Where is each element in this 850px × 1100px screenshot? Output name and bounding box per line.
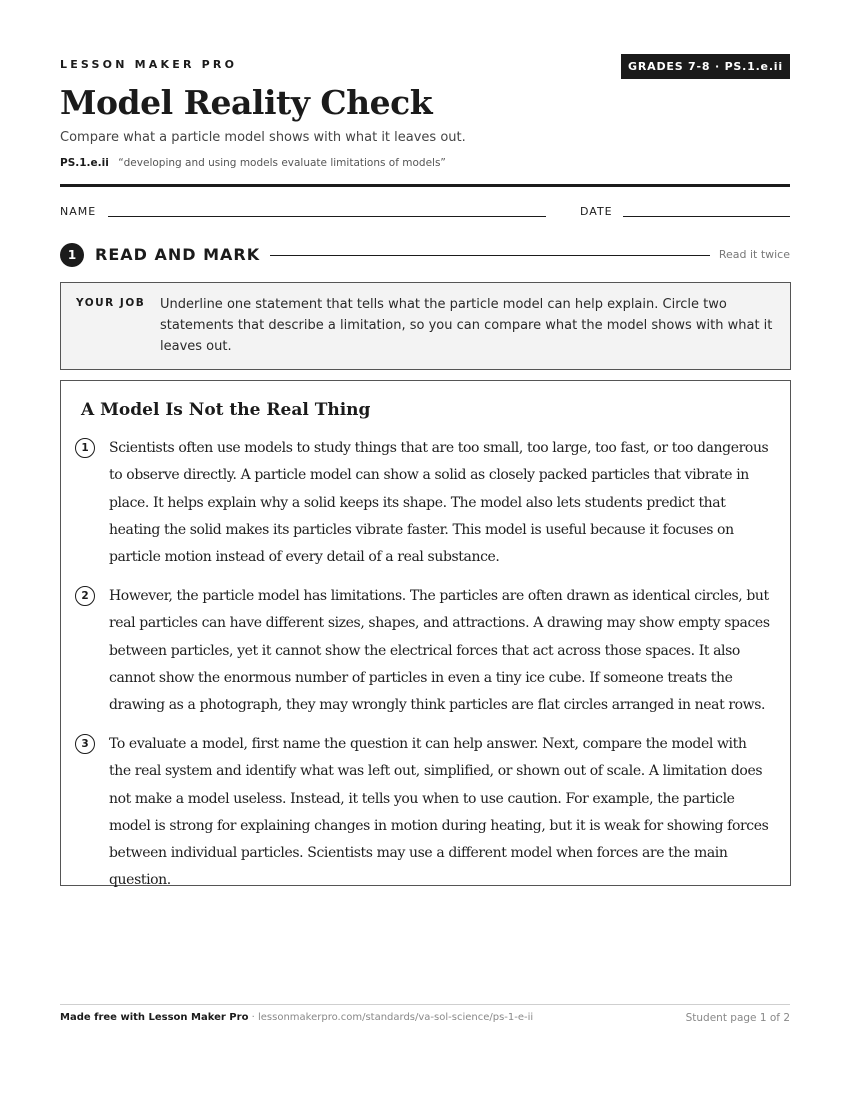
- paragraph-number-badge: 2: [75, 586, 95, 606]
- paragraph-number-badge: 1: [75, 438, 95, 458]
- footer-separator: ·: [248, 1012, 258, 1023]
- paragraph-text[interactable]: However, the particle model has limitations. The particles are often drawn as identical circles, but real particles can have different sizes, shapes, and attractions. A drawing may show empty spaces between particles, yet it cannot show the electrical forces that act across those spaces. It also cannot show the enormous number of particles in even a tiny ice cube. If someone treats the drawing as a photograph, they may wrongly think particles are flat circles arranged in neat rows.: [109, 588, 770, 714]
- standard-quote: “developing and using models evaluate limitations of models”: [118, 157, 446, 169]
- standard-line: [60, 157, 446, 169]
- job-label: YOUR JOB: [76, 297, 146, 309]
- section-note: Read it twice: [718, 248, 790, 261]
- paragraph-text[interactable]: Scientists often use models to study things that are too small, too large, too fast, or too dangerous to observe directly. A particle model can show a solid as closely packed particles that vibrate in place. It helps explain why a solid keeps its shape. The model also lets students predict that heating the solid makes its particles vibrate faster. This model is useful because it focuses on particle motion instead of every detail of a real substance.: [109, 440, 769, 566]
- paragraph-text[interactable]: To evaluate a model, first name the question it can help answer. Next, compare the model with the real system and identify what was left out, simplified, or shown out of scale. A limitation does not make a model useless. Instead, it tells you when to use caution. For example, the particle model is strong for explaining changes in motion during heating, but it is weak for showing forces between individual particles. Scientists may use a different model when forces are the main question.: [109, 736, 769, 889]
- name-label: NAME: [60, 205, 97, 218]
- page-subtitle: Compare what a particle model shows with what it leaves out.: [60, 130, 466, 145]
- page-title: Model Reality Check: [60, 83, 433, 122]
- reading-box: [60, 380, 791, 889]
- date-label: DATE: [580, 205, 613, 218]
- name-field-line[interactable]: [108, 216, 546, 217]
- footer-page-number: Student page 1 of 2: [685, 1012, 790, 1024]
- job-box: [60, 282, 791, 370]
- footer-divider: [60, 1004, 790, 1005]
- date-field-line[interactable]: [623, 216, 790, 217]
- header-divider: [60, 184, 790, 187]
- standard-code: PS.1.e.ii: [60, 157, 109, 169]
- section-rule: [270, 255, 710, 256]
- reading-title: A Model Is Not the Real Thing: [81, 400, 371, 420]
- grade-badge: GRADES 7-8 · PS.1.e.ii: [621, 54, 790, 79]
- section-number-badge: 1: [60, 243, 84, 267]
- footer-made-with: Made free with Lesson Maker Pro: [60, 1012, 249, 1023]
- section-title: READ AND MARK: [95, 245, 261, 264]
- footer-credit: [60, 1012, 533, 1023]
- brand: LESSON MAKER PRO: [60, 58, 238, 71]
- footer-url[interactable]: lessonmakerpro.com/standards/va-sol-science/ps-1-e-ii: [257, 1012, 534, 1023]
- paragraph-number-badge: 3: [75, 734, 95, 754]
- job-text: Underline one statement that tells what the particle model can help explain. Circle two statements that describe a limitation, so you can compare what the model shows with what it leaves out.: [160, 297, 773, 354]
